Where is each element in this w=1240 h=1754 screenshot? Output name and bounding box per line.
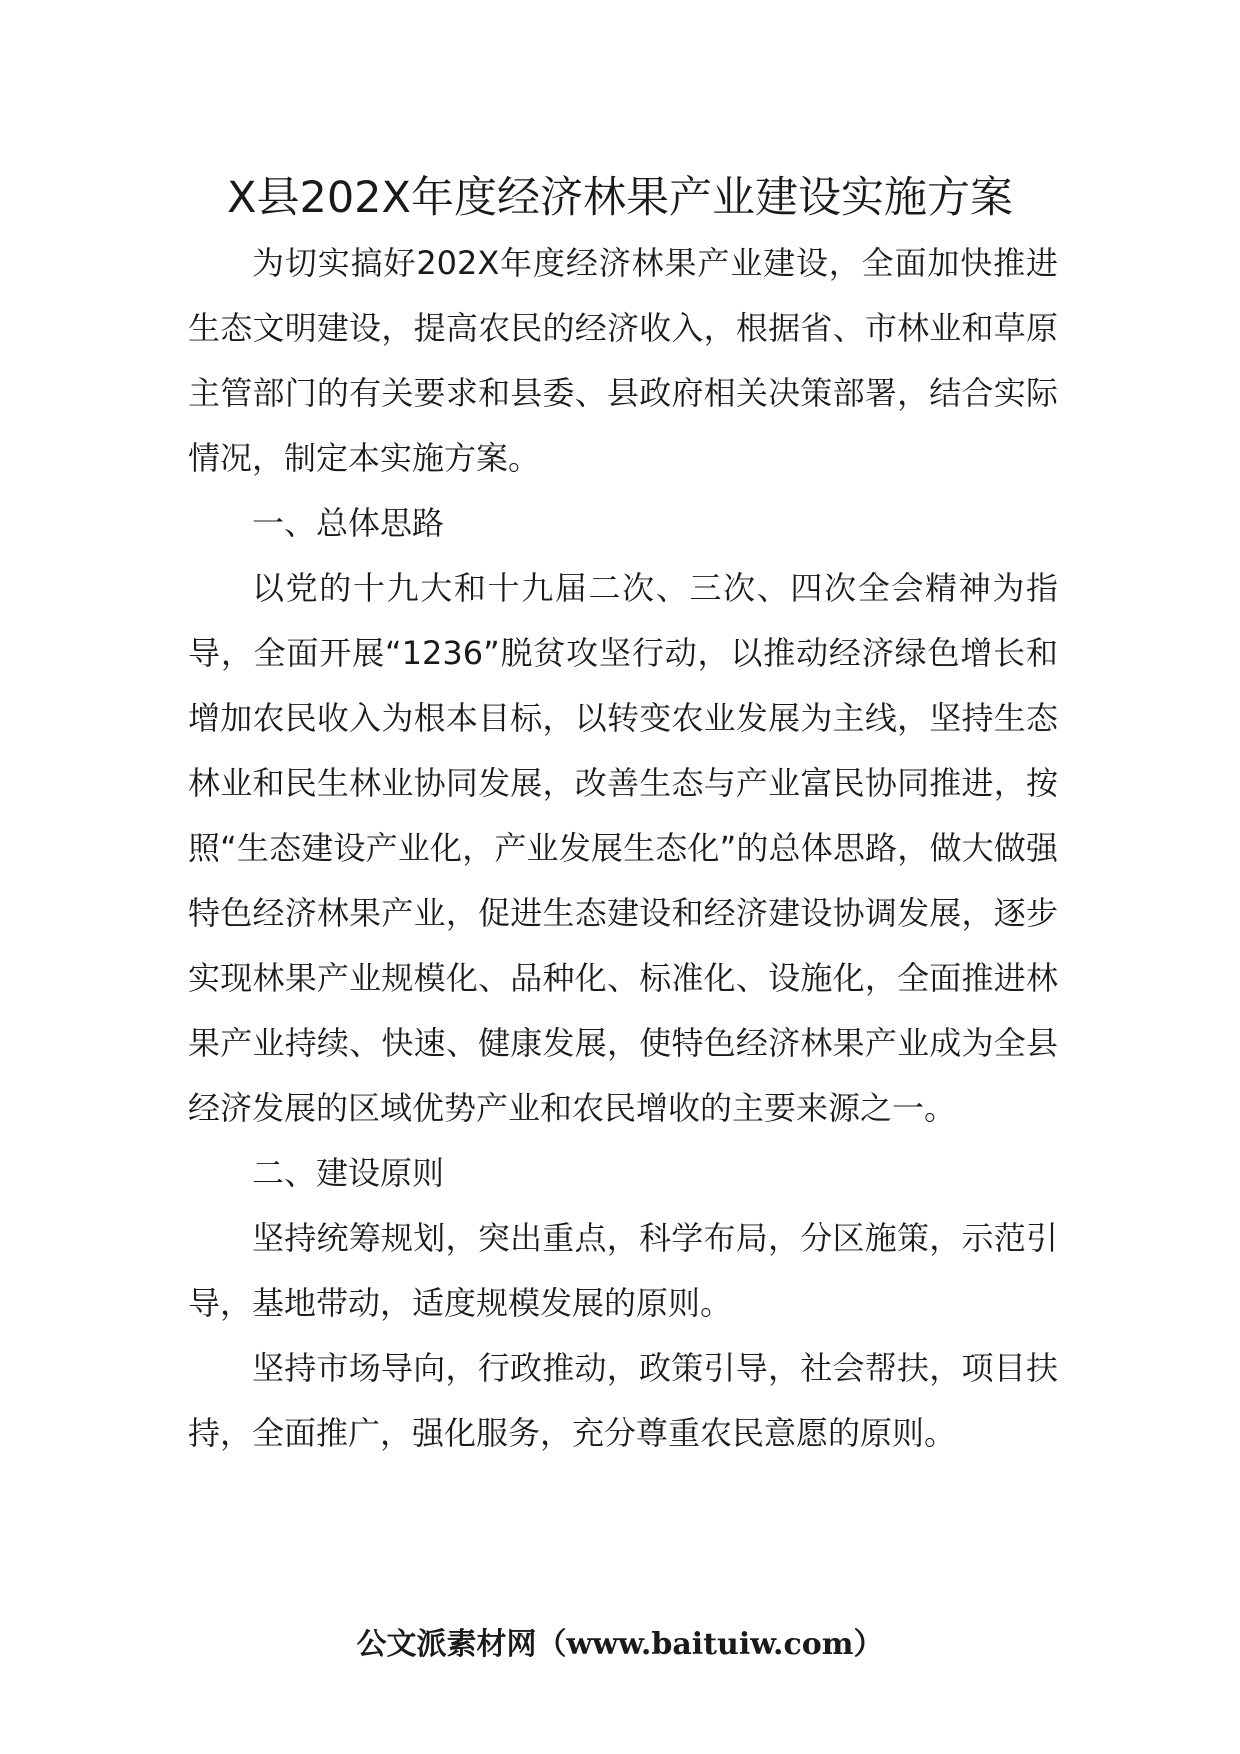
section-heading-overall-thinking: 一、总体思路	[252, 504, 445, 542]
section-heading-construction-principles: 二、建设原则	[252, 1154, 445, 1192]
footer-source-text: 公文派素材网（www.baituiw.com）	[356, 1627, 884, 1662]
document-title: X县202X年度经济林果产业建设实施方案	[227, 173, 1013, 223]
document-body	[188, 231, 1058, 1466]
principle-paragraph-1: 坚持统筹规划，突出重点，科学布局，分区施策，示范引导，基地带动，适度规模发展的原则。	[188, 1219, 1058, 1322]
intro-paragraph: 为切实搞好202X年度经济林果产业建设，全面加快推进生态文明建设，提高农民的经济收入，根据省、市林业和草原主管部门的有关要求和县委、县政府相关决策部署，结合实际情况，制定本实施方案。	[188, 244, 1058, 477]
overall-thinking-paragraph: 以党的十九大和十九届二次、三次、四次全会精神为指导，全面开展“1236”脱贫攻坚行动，以推动经济绿色增长和增加农民收入为根本目标，以转变农业发展为主线，坚持生态林业和民生林业协同发展，改善生态与产业富民协同推进，按照“生态建设产业化，产业发展生态化”的总体思路，做大做强特色经济林果产业，促进生态建设和经济建设协调发展，逐步实现林果产业规模化、品种化、标准化、设施化，全面推进林果产业持续、快速、健康发展，使特色经济林果产业成为全县经济发展的区域优势产业和农民增收的主要来源之一。	[188, 569, 1058, 1127]
principle-paragraph-2: 坚持市场导向，行政推动，政策引导，社会帮扶，项目扶持，全面推广，强化服务，充分尊重农民意愿的原则。	[188, 1349, 1058, 1452]
